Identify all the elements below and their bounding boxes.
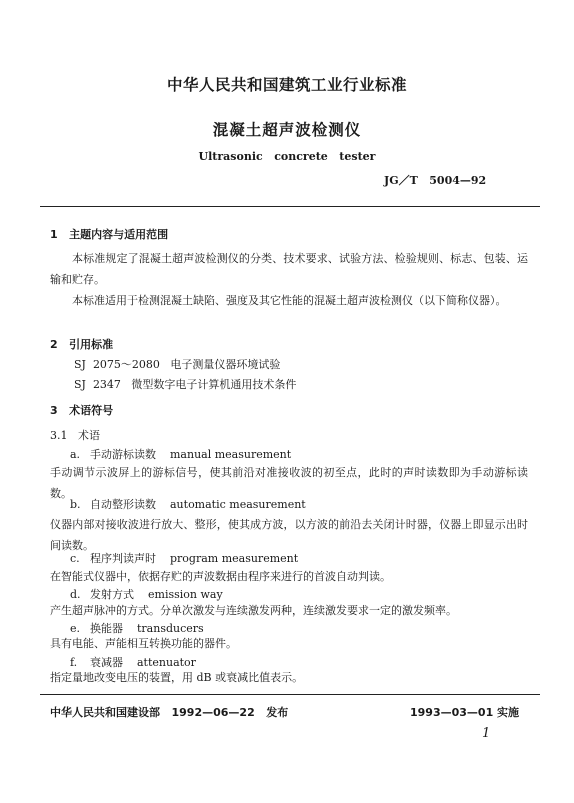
term-chinese: 手动游标读数 xyxy=(90,448,156,461)
term-chinese: 程序判读声时 xyxy=(90,552,156,565)
term-label: d. xyxy=(70,588,81,601)
document-title: 混凝土超声波检测仪 xyxy=(212,121,362,139)
term-label: c. xyxy=(70,552,80,565)
section-2-heading: 2 引用标准 xyxy=(50,338,114,351)
term-english: emission way xyxy=(148,588,223,601)
effective-date: 1993—03—01 实施 xyxy=(410,706,520,719)
term-label: a. xyxy=(70,448,81,461)
section-1-heading: 1 主题内容与适用范围 xyxy=(50,228,169,241)
publisher-line: 中华人民共和国建设部 1992—06—22 发布 xyxy=(50,706,289,719)
term-english: automatic measurement xyxy=(170,498,306,511)
term-english: manual measurement xyxy=(170,448,292,461)
term-english: transducers xyxy=(137,622,204,635)
term-item xyxy=(70,550,298,566)
reference-item: SJ 2347 微型数字电子计算机通用技术条件 xyxy=(74,378,297,391)
footer-divider xyxy=(40,694,540,695)
term-label: f. xyxy=(70,656,78,669)
term-label: b. xyxy=(70,498,81,511)
term-chinese: 发射方式 xyxy=(90,588,134,601)
section-3-heading: 3 术语符号 xyxy=(50,404,114,417)
term-item xyxy=(70,446,291,462)
term-definition: 手动调节示波屏上的游标信号，使其前沿对准接收波的初至点，此时的声时读数即为手动游标读数。 xyxy=(50,466,528,500)
term-english: program measurement xyxy=(170,552,299,565)
term-chinese: 换能器 xyxy=(90,622,123,635)
term-chinese: 衰减器 xyxy=(90,656,123,669)
reference-item: SJ 2075～2080 电子测量仪器环境试验 xyxy=(74,358,281,371)
page-number: 1 xyxy=(482,726,491,741)
term-item xyxy=(70,496,306,512)
section-1-paragraph-1: 本标准规定了混凝土超声波检测仪的分类、技术要求、试验方法、检验规则、标志、包装、运输和贮存。 xyxy=(50,252,528,286)
issuer-title: 中华人民共和国建筑工业行业标准 xyxy=(166,76,407,94)
term-english: attenuator xyxy=(137,656,196,669)
term-definition: 产生超声脉冲的方式。分单次激发与连续激发两种，连续激发要求一定的激发频率。 xyxy=(50,604,457,617)
term-definition: 在智能式仪器中，依据存贮的声波数据由程序来进行的首波自动判读。 xyxy=(50,570,391,583)
term-definition: 具有电能、声能相互转换功能的器件。 xyxy=(50,637,237,650)
term-definition: 仪器内部对接收波进行放大、整形，使其成方波，以方波的前沿去关闭计时器，仪器上即显示出时间读数。 xyxy=(50,518,528,552)
section-1-paragraph-2: 本标准适用于检测混凝土缺陷、强度及其它性能的混凝土超声波检测仪（以下简称仪器）。 xyxy=(72,294,507,307)
term-label: e. xyxy=(70,622,81,635)
document-title-english: Ultrasonic concrete tester xyxy=(198,150,376,163)
term-chinese: 自动整形读数 xyxy=(90,498,156,511)
standard-number: JG／T 5004—92 xyxy=(384,174,487,187)
header-divider xyxy=(40,206,540,207)
term-definition: 指定量地改变电压的装置，用 dB 或衰减比值表示。 xyxy=(50,671,304,684)
subsection-3-1-heading: 3.1 术语 xyxy=(50,429,100,442)
